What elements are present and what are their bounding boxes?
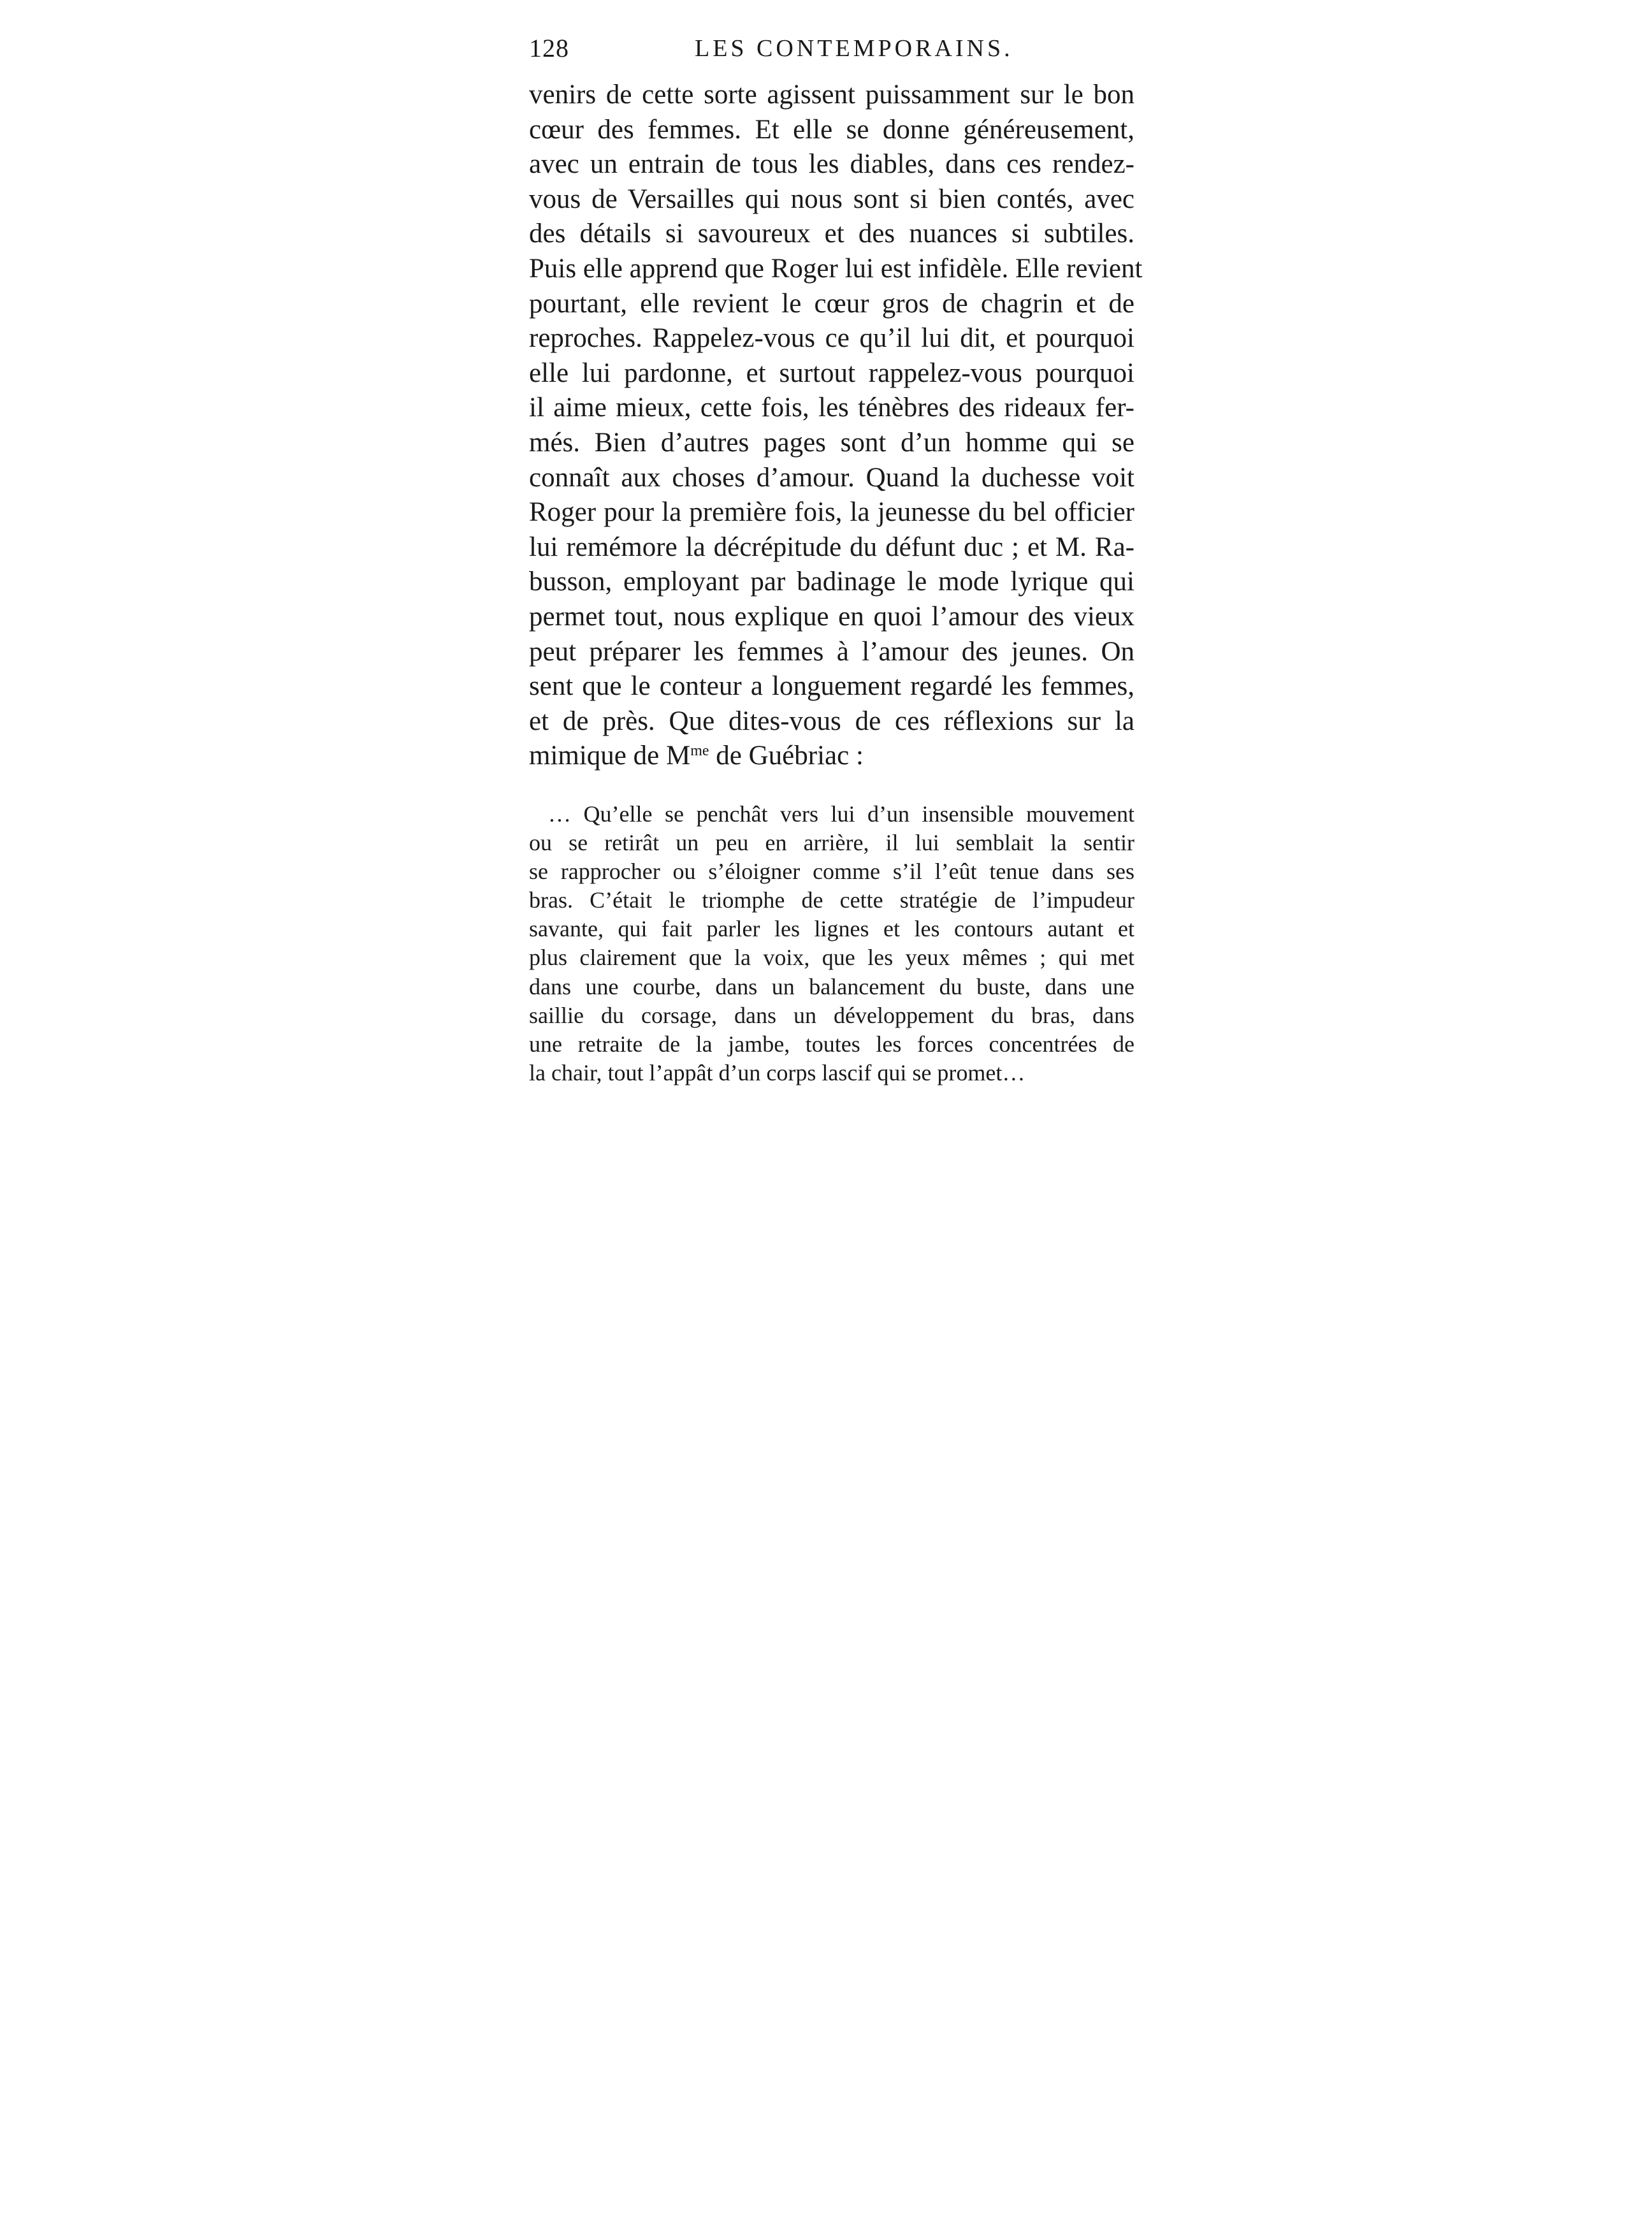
body-line: vous de Versailles qui nous sont si bien contés, avec bbox=[529, 184, 1134, 214]
body-line: més. Bien d’autres pages sont d’un homme qui se bbox=[529, 427, 1134, 458]
body-line: busson, employant par badinage le mode lyrique qui bbox=[529, 567, 1134, 597]
quote-line: plus clairement que la voix, que les yeux mêmes ; qui met bbox=[529, 945, 1134, 971]
body-line: Roger pour la première fois, la jeunesse du bel officier bbox=[529, 497, 1134, 528]
body-line-last bbox=[529, 739, 1134, 774]
body-line: reproches. Rappelez-vous ce qu’il lui dit, et pourquoi bbox=[529, 323, 1134, 354]
body-line: il aime mieux, cette fois, les ténèbres des rideaux fer- bbox=[529, 393, 1134, 423]
body-line: pourtant, elle revient le cœur gros de chagrin et de bbox=[529, 288, 1134, 319]
body-line: des détails si savoureux et des nuances si subtiles. bbox=[529, 219, 1134, 249]
body-paragraph bbox=[529, 78, 1143, 774]
body-line: permet tout, nous explique en quoi l’amour des vieux bbox=[529, 601, 1134, 632]
quote-line: … Qu’elle se penchât vers lui d’un insensible mouvement bbox=[548, 801, 1134, 827]
body-line: avec un entrain de tous les diables, dans ces rendez- bbox=[529, 149, 1134, 180]
quote-line: se rapprocher ou s’éloigner comme s’il l’eût tenue dans ses bbox=[529, 859, 1134, 885]
body-line: lui remémore la décrépitude du défunt duc ; et M. Ra- bbox=[529, 532, 1134, 562]
quote-line: saillie du corsage, dans un développement du bras, dans bbox=[529, 1002, 1134, 1028]
body-line-last-suffix: de Guébriac : bbox=[709, 741, 864, 771]
honorific-superscript: me bbox=[690, 743, 709, 760]
quote-line: bras. C’était le triomphe de cette stratégie de l’impudeur bbox=[529, 887, 1134, 913]
quote-line-last: la chair, tout l’appât d’un corps lascif qui se promet… bbox=[529, 1059, 1025, 1085]
body-line: et de près. Que dites-vous de ces réflexions sur la bbox=[529, 706, 1134, 736]
body-line: venirs de cette sorte agissent puissamment sur le bon bbox=[529, 80, 1134, 110]
quote-line: savante, qui fait parler les lignes et les contours autant et bbox=[529, 916, 1134, 942]
body-line: connaît aux choses d’amour. Quand la duchesse voit bbox=[529, 462, 1134, 493]
body-line: Puis elle apprend que Roger lui est infidèle. Elle revient bbox=[529, 253, 1143, 284]
block-quotation bbox=[529, 800, 1134, 1087]
page-number: 128 bbox=[529, 34, 569, 62]
body-line: elle lui pardonne, et surtout rappelez-vous pourquoi bbox=[529, 358, 1134, 388]
body-line: peut préparer les femmes à l’amour des jeunes. On bbox=[529, 636, 1134, 667]
body-line: cœur des femmes. Et elle se donne généreusement, bbox=[529, 114, 1134, 145]
body-line: sent que le conteur a longuement regardé les femmes, bbox=[529, 671, 1134, 702]
page-header bbox=[529, 33, 1134, 71]
running-title: LES CONTEMPORAINS. bbox=[695, 35, 1013, 62]
body-line-last-prefix: mimique de M bbox=[529, 741, 691, 771]
quote-line: dans une courbe, dans un balancement du buste, dans une bbox=[529, 973, 1134, 999]
quote-line: ou se retirât un peu en arrière, il lui semblait la sentir bbox=[529, 830, 1134, 856]
quote-line: une retraite de la jambe, toutes les forces concentrées de bbox=[529, 1031, 1134, 1057]
